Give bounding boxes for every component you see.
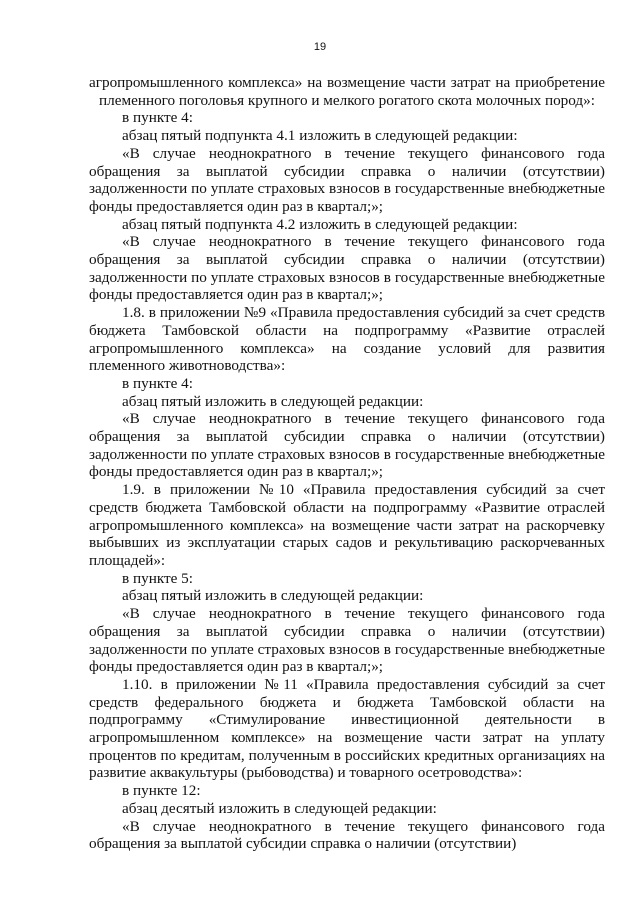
- paragraph: в пункте 4:: [122, 374, 193, 392]
- paragraph: «В случае неоднократного в течение текущего финансового года обращения за выплатой субсидии справка о наличии (отсутствии) задолженности по уплате страховых взносов в государственные внебюджетные фонды предоставляется один раз в квартал;»;: [89, 605, 605, 676]
- paragraph: 1.10. в приложении №11 «Правила предоставления субсидий за счет средств федерального бюджета и бюджета Тамбовской области на подпрограмму «Стимулирование инвестиционной деятельности в агропромышленном комплексе» на возмещение части затрат на уплату процентов по кредитам, полученным в российских кредитных организациях на развитие аквакультуры (рыбоводства) и товарного осетроводства»:: [89, 675, 605, 782]
- paragraph: «В случае неоднократного в течение текущего финансового года обращения за выплатой субсидии справка о наличии (отсутствии) задолженности по уплате страховых взносов в государственные внебюджетные фонды предоставляется один раз в квартал;»;: [89, 233, 605, 304]
- paragraph: агропромышленного комплекса» на возмещение части затрат на приобретение племенного поголовья крупного и мелкого рогатого скота молочных пород»:: [89, 74, 605, 109]
- paragraph: абзац пятый подпункта 4.2 изложить в следующей редакции:: [122, 215, 518, 233]
- paragraph: абзац десятый изложить в следующей редакции:: [122, 799, 437, 817]
- paragraph: 1.9. в приложении №10 «Правила предоставления субсидий за счет средств бюджета Тамбовской области на подпрограмму «Развитие отраслей агропромышленного комплекса» на возмещение части затрат на раскорчевку выбывших из эксплуатации старых садов и рекультивацию раскорчеванных площадей»:: [89, 481, 605, 569]
- document-body: [89, 74, 605, 853]
- paragraph: абзац пятый изложить в следующей редакции:: [122, 587, 424, 605]
- paragraph: «В случае неоднократного в течение текущего финансового года обращения за выплатой субсидии справка о наличии (отсутствии) задолженности по уплате страховых взносов в государственные внебюджетные фонды предоставляется один раз в квартал;»;: [89, 410, 605, 481]
- paragraph: в пункте 5:: [122, 569, 193, 587]
- paragraph: абзац пятый изложить в следующей редакции:: [122, 392, 424, 410]
- paragraph: в пункте 12:: [122, 782, 201, 800]
- paragraph: абзац пятый подпункта 4.1 изложить в следующей редакции:: [122, 127, 518, 145]
- paragraph: «В случае неоднократного в течение текущего финансового года обращения за выплатой субсидии справка о наличии (отсутствии): [89, 817, 605, 853]
- paragraph: в пункте 4:: [122, 109, 193, 127]
- paragraph: 1.8. в приложении №9 «Правила предоставления субсидий за счет средств бюджета Тамбовской области на подпрограмму «Развитие отраслей агропромышленного комплекса» на создание условий для развития племенного животноводства»:: [89, 304, 605, 375]
- paragraph: «В случае неоднократного в течение текущего финансового года обращения за выплатой субсидии справка о наличии (отсутствии) задолженности по уплате страховых взносов в государственные внебюджетные фонды предоставляется один раз в квартал;»;: [89, 144, 605, 215]
- page-number: 19: [313, 41, 327, 53]
